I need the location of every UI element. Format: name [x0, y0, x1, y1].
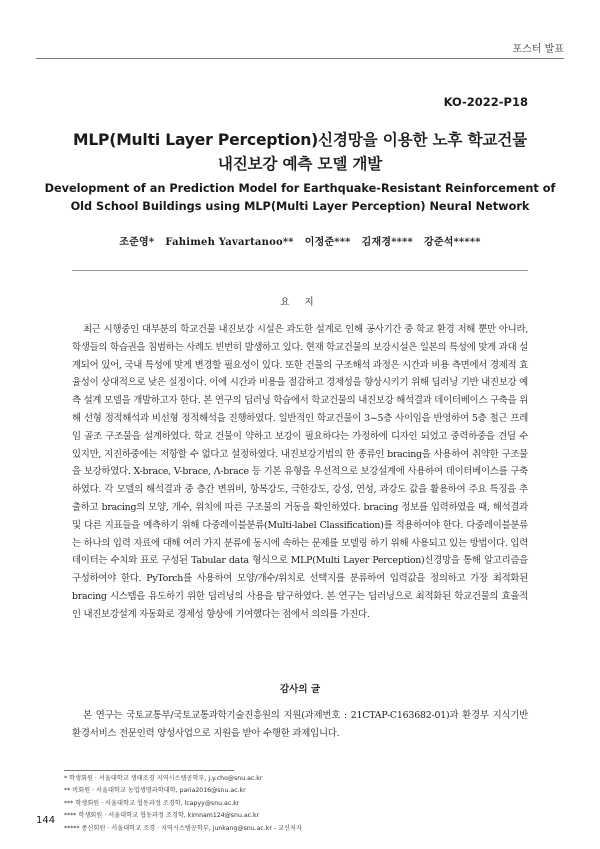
title-korean [40, 128, 560, 176]
abstract-body: 최근 시행중인 대부분의 학교건물 내진보강 시설은 과도한 설계로 인해 공사기간 중 학교 환경 저해 뿐만 아니라, 학생들의 학습권을 침범하는 사례도 빈번히 발생하고 있다. 현재 학교건물의 보강시설은 일본의 특성에 맞게 과대 설계되어 있어, 국내 특성에 맞게 변경할 필요성이 있다. 또한 건물의 구조해석 과정은 시간과 비용 측면에서 경제적 효율성이 상대적으로 낮은 실정이다. 이에 시간과 비용을 절감하고 경제성을 향상시키기 위해 딥러닝 기반 내진보강 예측 설계 모델을 개발하고자 한다. 본 연구의 딥러닝 학습에서 학교건물의 내진보강 해석결과 데이터베이스 구축을 위해 선형 정적해석과 비선형 정적해석을 진행하였다. 일반적인 학교건물이 3~5층 사이임을 반영하여 5층 철근 프레임 골조 구조물을 설계하였다. 학교 건물이 약하고 보강이 필요하다는 가정하에 디자인 되었고 중력하중을 견딜 수 있지만, 지진하중에는 저항할 수 없다고 설정하였다. 내진보강기법의 한 종류인 bracing을 사용하여 취약한 구조물을 보강하였다. X-brace, V-brace, Λ-brace 등 기본 유형을 우선적으로 보강설계에 사용하여 데이터베이스를 구축하였다. 각 모델의 해석결과 중 층간 변위비, 항복강도, 극한강도, 강성, 연성, 과강도 값을 활용하여 주요 특징을 추출하고 bracing의 모양, 개수, 위치에 따른 구조물의 거동을 확인하였다. bracing 정보를 입력하였을 때, 해석결과 및 다른 지표들을 예측하기 위해 다중레이블분류(Multi-label Classification)를 적용하여야 한다. 다중레이블분류는 하나의 입력 자료에 대해 여러 가지 분류에 동시에 속하는 문제를 모델링 하기 위해 사용되고 있는 방법이다. 입력 데이터는 수치와 표로 구성된 Tabular data 형식으로 MLP(Multi Layer Perception)신경망을 통해 알고리즘을 구성하여야 한다. PyTorch를 사용하여 모양/개수/위치로 선택지를 분류하여 입력값을 정의하고 가장 최적화된 bracing 시스템을 유도하기 위한 딥러닝의 사용을 탐구하였다. 본 연구는 딥러닝으로 최적화된 학교건물의 효율적인 내진보강설계 자동화로 경제성 향상에 기여했다는 점에서 의의를 가진다. [72, 324, 528, 620]
abstract-heading: 요 지 [280, 297, 320, 308]
acknowledgement-heading: 감사의 글 [279, 684, 320, 695]
acknowledgement-body: 본 연구는 국토교통부/국토교통과학기술진흥원의 지원(과제번호 : 21CTAP-C163682-01)과 환경부 지식기반 환경서비스 전문인력 양성사업으로 지원을 받아 수행한 과제입니다. [72, 710, 528, 739]
footnotes [64, 773, 528, 835]
footnote-item: ***** 종신회원 · 서울대학교 조경 · 지역시스템공학부, junkang@snu.ac.kr - 교신저자 [64, 824, 302, 832]
section-divider [72, 270, 528, 271]
footnote-rule [64, 770, 234, 771]
footnote-item: ** 비회원 · 서울대학교 농업생명과학대학, paria2016@snu.ac.kr [64, 787, 246, 795]
footnote-item: **** 학생회원 · 서울대학교 협동과정 조경학, kimnam124@snu.ac.kr [64, 812, 260, 820]
title-english-line-1: Development of an Prediction Model for Earthquake-Resistant Reinforcement of [44, 182, 556, 195]
footnote-item: * 학생회원 · 서울대학교 생태조경 지역시스템공학부, j.y.cho@snu.ac.kr [64, 775, 263, 782]
title-english [40, 180, 560, 216]
header-rule [36, 58, 564, 59]
title-english-line-2: Old School Buildings using MLP(Multi Layer Perception) Neural Network [70, 200, 530, 213]
paper-code: KO-2022-P18 [443, 95, 528, 109]
title-korean-line-1: MLP(Multi Layer Perception)신경망을 이용한 노후 학교건물 [73, 131, 527, 149]
header-category: 포스터 발표 [512, 44, 564, 55]
footnote-item: *** 학생회원 · 서울대학교 협동과정 조경학, lcapyy@snu.ac.kr [64, 799, 240, 807]
title-korean-line-2: 내진보강 예측 모델 개발 [217, 155, 383, 173]
page-number: 144 [36, 815, 56, 826]
author-list: 조준영* Fahimeh Yavartanoo** 이정준*** 김재경**** 강준석***** [119, 237, 481, 248]
